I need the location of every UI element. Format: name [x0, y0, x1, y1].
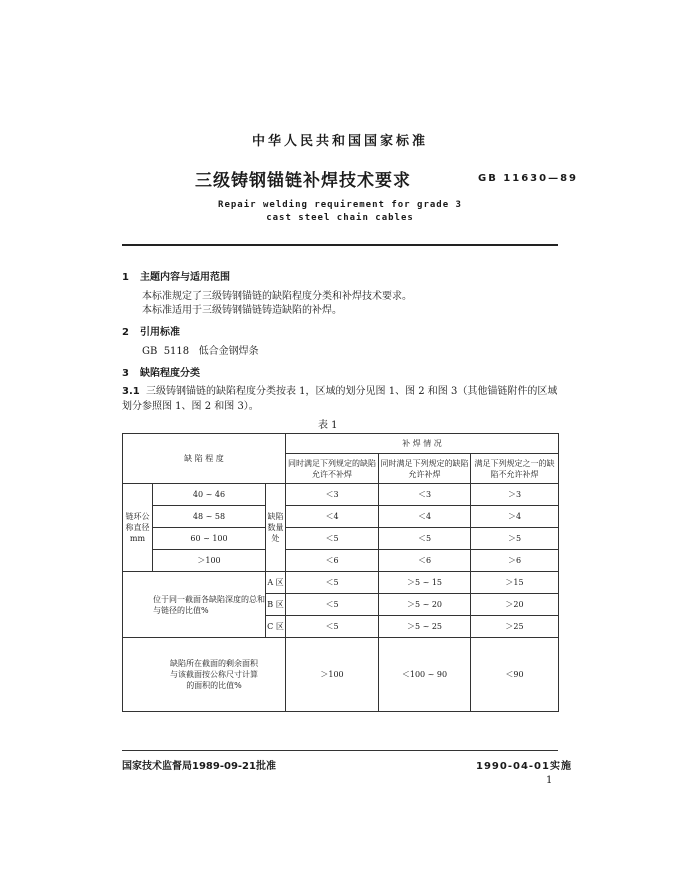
zone-cell: B 区 [266, 594, 286, 616]
table-cell: ＜5 [286, 572, 379, 594]
table-cell: ＜6 [286, 550, 379, 572]
standard-title-cn: 三级铸钢锚链补焊技术要求 [195, 171, 411, 191]
section-1-para-2: 本标准适用于三级铸钢锚链铸造缺陷的补焊。 [142, 305, 342, 316]
defect-table [122, 433, 559, 712]
clause-3-1-line-2: 划分参照图 1、图 2 和图 3）。 [122, 401, 259, 412]
section-1-heading [122, 268, 230, 283]
table-cell: ＞25 [471, 616, 559, 638]
section-1-para-1: 本标准规定了三级铸钢锚链的缺陷程度分类和补焊技术要求。 [142, 291, 412, 302]
standard-title-en-line2: cast steel chain cables [266, 213, 414, 223]
table-cell: ＜6 [379, 550, 471, 572]
table-cell: ＜90 [471, 638, 559, 712]
section-2-reference: GB 5118 低合金钢焊条 [142, 346, 259, 357]
table-cell: ＞5 ~ 25 [379, 616, 471, 638]
header-rule [122, 244, 558, 246]
table-cell: ＜5 [286, 528, 379, 550]
table-cell: ＜5 [286, 594, 379, 616]
clause-number: 3.1 [122, 386, 140, 397]
table-cell: ＜5 [286, 616, 379, 638]
standard-title-en-line1: Repair welding requirement for grade 3 [218, 200, 462, 210]
section-3-heading [122, 364, 200, 379]
zone-ratio-label: 位于同一截面各缺陷深度的总和与链径的比值% [123, 572, 266, 638]
standard-code: GB 11630—89 [478, 173, 579, 184]
diameter-range-cell: 40 ~ 46 [153, 484, 266, 506]
section-3-para-1 [122, 384, 557, 399]
page-number: 1 [546, 775, 553, 786]
section-2-number: 2 [122, 327, 129, 338]
section-2-title: 引用标准 [140, 327, 180, 338]
table-caption: 表 1 [318, 420, 338, 431]
table-cell: ＞5 ~ 15 [379, 572, 471, 594]
table-cell: ＞20 [471, 594, 559, 616]
table-cell: ＜100 ~ 90 [379, 638, 471, 712]
effective-date: 1990-04-01实施 [476, 761, 572, 772]
table-cell: ＞5 [471, 528, 559, 550]
table-cell: ＜4 [379, 506, 471, 528]
diameter-range-cell: 48 ~ 58 [153, 506, 266, 528]
section-3-title: 缺陷程度分类 [140, 368, 200, 379]
section-1-number: 1 [122, 272, 129, 283]
table-cell: ＞100 [286, 638, 379, 712]
diameter-range-cell: 60 ~ 100 [153, 528, 266, 550]
col-header-no-repair: 同时满足下列规定的缺陷允许不补焊 [286, 454, 379, 484]
table-cell: ＞6 [471, 550, 559, 572]
diameter-label: 链环公称直径mm [123, 484, 153, 572]
zone-cell: A 区 [266, 572, 286, 594]
defect-count-label: 缺陷数量处 [266, 484, 286, 572]
table-cell: ＜3 [379, 484, 471, 506]
clause-3-1-line-1: 三级铸钢锚链的缺陷程度分类按表 1，区域的划分见图 1、图 2 和图 3（其他锚链附件的区域 [146, 386, 558, 397]
table-cell: ＞4 [471, 506, 559, 528]
section-1-title: 主题内容与适用范围 [140, 272, 230, 283]
approval-date: 国家技术监督局1989-09-21批准 [122, 761, 276, 772]
repair-situation-header: 补 焊 情 况 [286, 434, 559, 454]
table-cell: ＞15 [471, 572, 559, 594]
section-3-number: 3 [122, 368, 129, 379]
remaining-area-label: 缺陷所在截面的剩余面积与该截面按公称尺寸计算的面积的比值% [123, 638, 286, 712]
col-header-allow-repair: 同时满足下列规定的缺陷允许补焊 [379, 454, 471, 484]
section-2-heading [122, 323, 180, 338]
table-cell: ＞3 [471, 484, 559, 506]
table-cell: ＜5 [379, 528, 471, 550]
table-cell: ＜3 [286, 484, 379, 506]
col-header-no-repair-allowed: 满足下列规定之一的缺陷不允许补焊 [471, 454, 559, 484]
table-cell: ＞5 ~ 20 [379, 594, 471, 616]
national-standard-header: 中华人民共和国国家标准 [251, 134, 428, 149]
footer-rule [122, 750, 558, 751]
defect-degree-header: 缺 陷 程 度 [123, 434, 286, 484]
diameter-range-cell: ＞100 [153, 550, 266, 572]
zone-cell: C 区 [266, 616, 286, 638]
table-cell: ＜4 [286, 506, 379, 528]
